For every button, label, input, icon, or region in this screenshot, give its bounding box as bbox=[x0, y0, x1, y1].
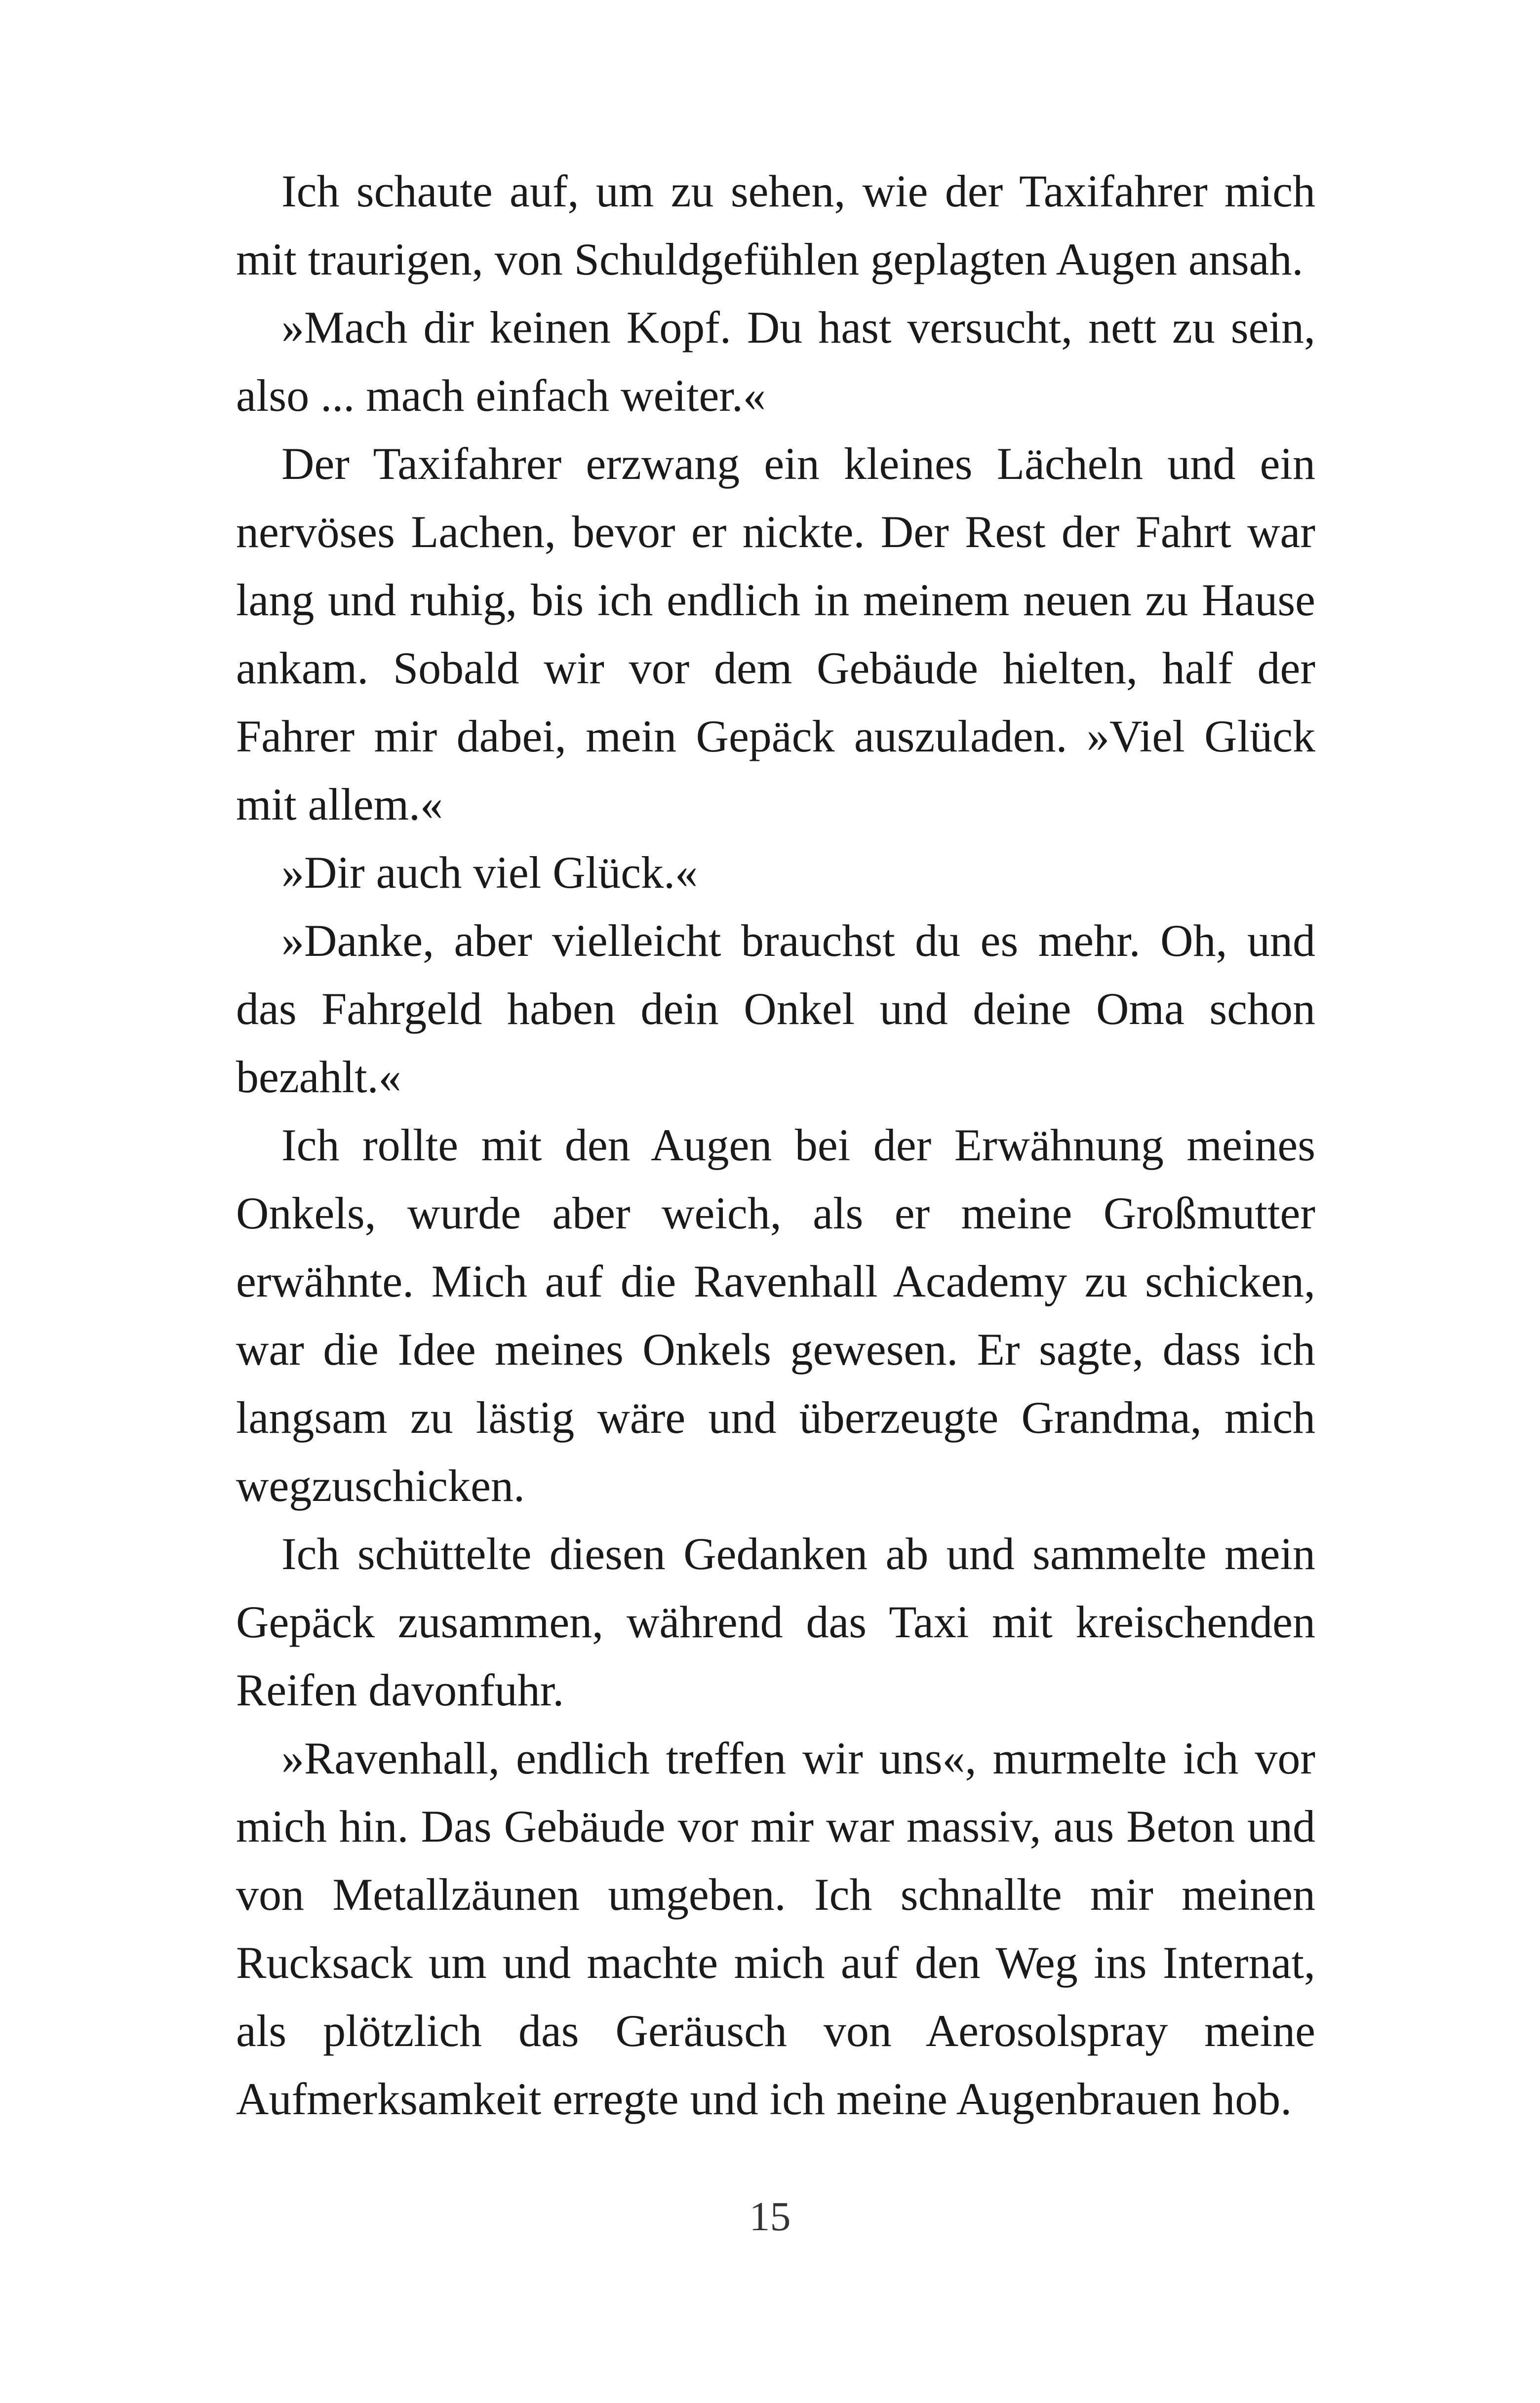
paragraph: »Danke, aber vielleicht brauchst du es mehr. Oh, und das Fahrgeld haben dein Onkel und deine Oma schon bezahlt.« bbox=[236, 915, 1315, 1102]
paragraph: Der Taxifahrer erzwang ein kleines Lächeln und ein nervöses Lachen, bevor er nickte. Der Rest der Fahrt war lang und ruhig, bis ich endlich in meinem neuen zu Hause ankam. Sobald wir vor dem Gebäude hielten, half der Fahrer mir dabei, mein Gepäck auszuladen. »Viel Glück mit allem.« bbox=[236, 438, 1315, 829]
paragraph: »Ravenhall, endlich treffen wir uns«, murmelte ich vor mich hin. Das Gebäude vor mir war massiv, aus Beton und von Metallzäunen umgeben. Ich schnallte mir meinen Rucksack um und machte mich auf den Weg ins Internat, als plötzlich das Geräusch von Aerosolspray meine Aufmerksamkeit erregte und ich meine Augenbrauen hob. bbox=[236, 1733, 1315, 2124]
paragraph: »Dir auch viel Glück.« bbox=[281, 847, 698, 898]
body-text bbox=[236, 157, 1315, 2133]
paragraph: »Mach dir keinen Kopf. Du hast versucht, nett zu sein, also ... mach einfach weiter.« bbox=[236, 302, 1315, 421]
paragraph: Ich schüttelte diesen Gedanken ab und sammelte mein Gepäck zusammen, während das Taxi mit kreischenden Reifen davonfuhr. bbox=[236, 1529, 1315, 1715]
paragraph: Ich rollte mit den Augen bei der Erwähnung meines Onkels, wurde aber weich, als er meine Großmutter erwähnte. Mich auf die Ravenhall Academy zu schicken, war die Idee meines Onkels gewesen. Er sagte, dass ich langsam zu lästig wäre und überzeugte Grandma, mich wegzuschicken. bbox=[236, 1120, 1315, 1511]
paragraph: Ich schaute auf, um zu sehen, wie der Taxifahrer mich mit traurigen, von Schuldgefühlen geplagten Augen ansah. bbox=[236, 166, 1315, 284]
page-number: 15 bbox=[749, 2194, 791, 2240]
